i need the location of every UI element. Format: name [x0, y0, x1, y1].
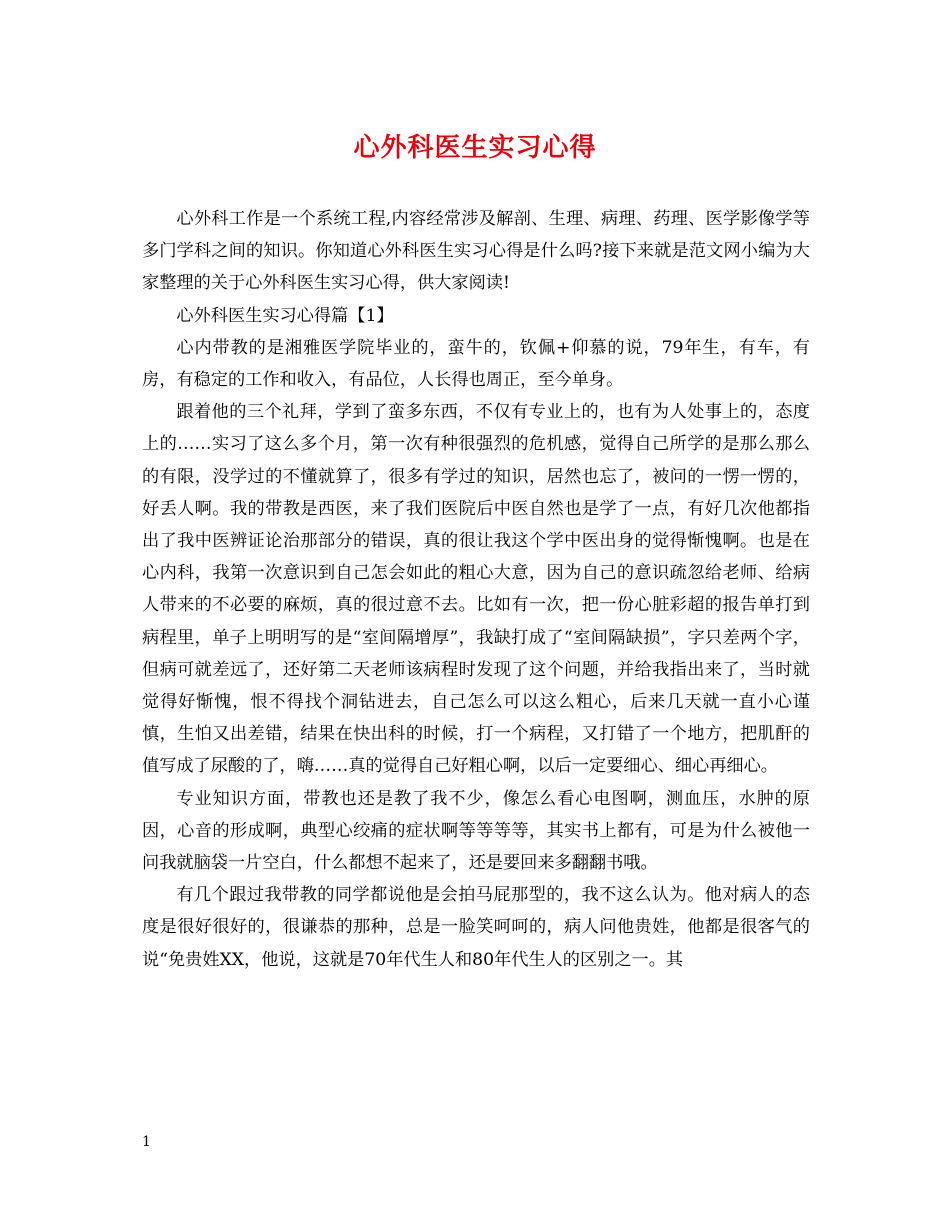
intro-paragraph: 心外科工作是一个系统工程,内容经常涉及解剖、生理、病理、药理、医学影像学等多门学科之间的知识。你知道心外科医生实习心得是什么吗?接下来就是范文网小编为大家整理的关于心外科医生实习心得，供大家阅读!: [142, 209, 810, 294]
body-paragraph: 有几个跟过我带教的同学都说他是会拍马屁那型的，我不这么认为。他对病人的态度是很好很好的，很谦恭的那种，总是一脸笑呵呵的，病人问他贵姓，他都是很客气的说“免贵姓XX，他说，这就是70年代生人和80年代生人的区别之一。其: [142, 885, 810, 970]
section-heading: 心外科医生实习心得篇【1】: [176, 305, 394, 326]
body-paragraph: 心内带教的是湘雅医学院毕业的，蛮牛的，钦佩+仰慕的说，79年生，有车，有房，有稳定的工作和收入，有品位，人长得也周正，至今单身。: [142, 337, 810, 391]
body-paragraph: 跟着他的三个礼拜，学到了蛮多东西，不仅有专业上的，也有为人处事上的，态度上的……实习了这么多个月，第一次有种很强烈的危机感，觉得自己所学的是那么那么的有限，没学过的不懂就算了，很多有学过的知识，居然也忘了，被问的一愣一愣的，好丢人啊。我的带教是西医，来了我们医院后中医自然也是学了一点，有好几次他都指出了我中医辨证论治那部分的错误，真的很让我这个学中医出身的觉得惭愧啊。也是在心内科，我第一次意识到自己怎会如此的粗心大意，因为自己的意识疏忽给老师、给病人带来的不必要的麻烦，真的很过意不去。比如有一次，把一份心脏彩超的报告单打到病程里，单子上明明写的是“室间隔增厚”，我缺打成了“室间隔缺损”，字只差两个字，但病可就差远了，还好第二天老师该病程时发现了这个问题，并给我指出来了，当时就觉得好惭愧，恨不得找个洞钻进去，自己怎么可以这么粗心，后来几天就一直小心谨慎，生怕又出差错，结果在快出科的时候，打一个病程，又打错了一个地方，把肌酐的值写成了尿酸的了，嗨……真的觉得自己好粗心啊，以后一定要细心、细心再细心。: [142, 402, 810, 777]
document-body: [142, 203, 810, 976]
page-title: 心外科医生实习心得: [353, 133, 597, 163]
page-number: 1: [142, 1134, 151, 1150]
body-paragraph: 专业知识方面，带教也还是教了我不少，像怎么看心电图啊，测血压，水肿的原因，心音的形成啊，典型心绞痛的症状啊等等等等，其实书上都有，可是为什么被他一问我就脑袋一片空白，什么都想不起来了，还是要回来多翻翻书哦。: [142, 788, 810, 874]
